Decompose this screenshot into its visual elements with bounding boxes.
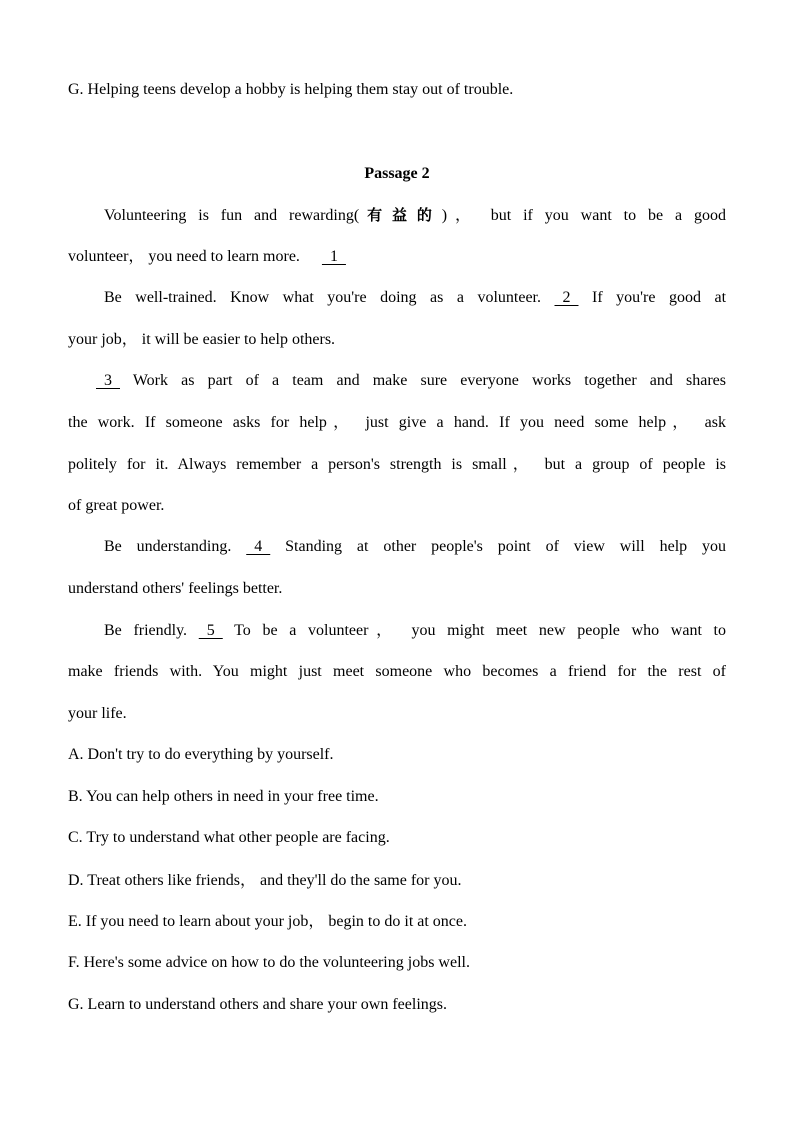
paragraph-2-line-1 <box>104 285 726 311</box>
paragraph-3-line-3: politely for it. Always remember a person's strength is small， but a group of people is <box>68 456 726 473</box>
paragraph-1-line-1 <box>104 202 726 228</box>
paragraph-2-line-2: your job， it will be easier to help others. <box>68 331 336 348</box>
paragraph-1-text-a: Volunteering is fun and rewarding( <box>104 207 360 224</box>
option-d: D. Treat others like friends， and they'll do the same for you. <box>68 872 462 889</box>
paragraph-1-text-b: )， but if you want to be a good <box>441 207 726 224</box>
blank-2[interactable]: 2 <box>554 289 579 306</box>
paragraph-1-line-2 <box>68 244 726 270</box>
blank-1[interactable]: 1 <box>321 248 346 265</box>
paragraph-4-text-a: Be understanding. <box>104 538 232 555</box>
paragraph-4-line-1 <box>104 534 726 560</box>
paragraph-5-text-a: Be friendly. <box>104 622 188 639</box>
option-c: C. Try to understand what other people are facing. <box>68 829 390 846</box>
paragraph-3-line-2: the work. If someone asks for help， just give a hand. If you need some help， ask <box>68 414 726 431</box>
paragraph-4-text-b: Standing at other people's point of view will help you <box>285 538 727 555</box>
paragraph-5-line-2: make friends with. You might just meet someone who becomes a friend for the rest of <box>68 663 726 680</box>
blank-3[interactable]: 3 <box>96 372 120 389</box>
chinese-gloss: 有益的 <box>359 206 442 224</box>
paragraph-3-text-a: Work as part of a team and make sure everyone works together and shares <box>132 372 726 389</box>
paragraph-2-text-b: If you're good at <box>592 289 727 306</box>
paragraph-3-line-1 <box>96 368 726 394</box>
option-a: A. Don't try to do everything by yourself. <box>68 746 334 763</box>
paragraph-3-line-4: of great power. <box>68 497 165 514</box>
paragraph-5-line-1 <box>104 618 726 644</box>
blank-4[interactable]: 4 <box>246 538 271 555</box>
paragraph-4-line-2: understand others' feelings better. <box>68 580 283 597</box>
option-b: B. You can help others in need in your free time. <box>68 788 379 805</box>
blank-5[interactable]: 5 <box>198 622 223 639</box>
paragraph-1-text-c: volunteer， you need to learn more. <box>68 248 300 265</box>
passage-title: Passage 2 <box>364 165 430 182</box>
option-f: F. Here's some advice on how to do the volunteering jobs well. <box>68 954 470 971</box>
previous-option-g: G. Helping teens develop a hobby is helping them stay out of trouble. <box>68 81 514 98</box>
paragraph-5-line-3: your life. <box>68 705 127 722</box>
option-g: G. Learn to understand others and share your own feelings. <box>68 996 447 1013</box>
paragraph-5-text-b: To be a volunteer， you might meet new people who want to <box>234 622 727 639</box>
option-e: E. If you need to learn about your job， begin to do it at once. <box>68 913 468 930</box>
paragraph-2-text-a: Be well-trained. Know what you're doing as a volunteer. <box>104 289 541 306</box>
